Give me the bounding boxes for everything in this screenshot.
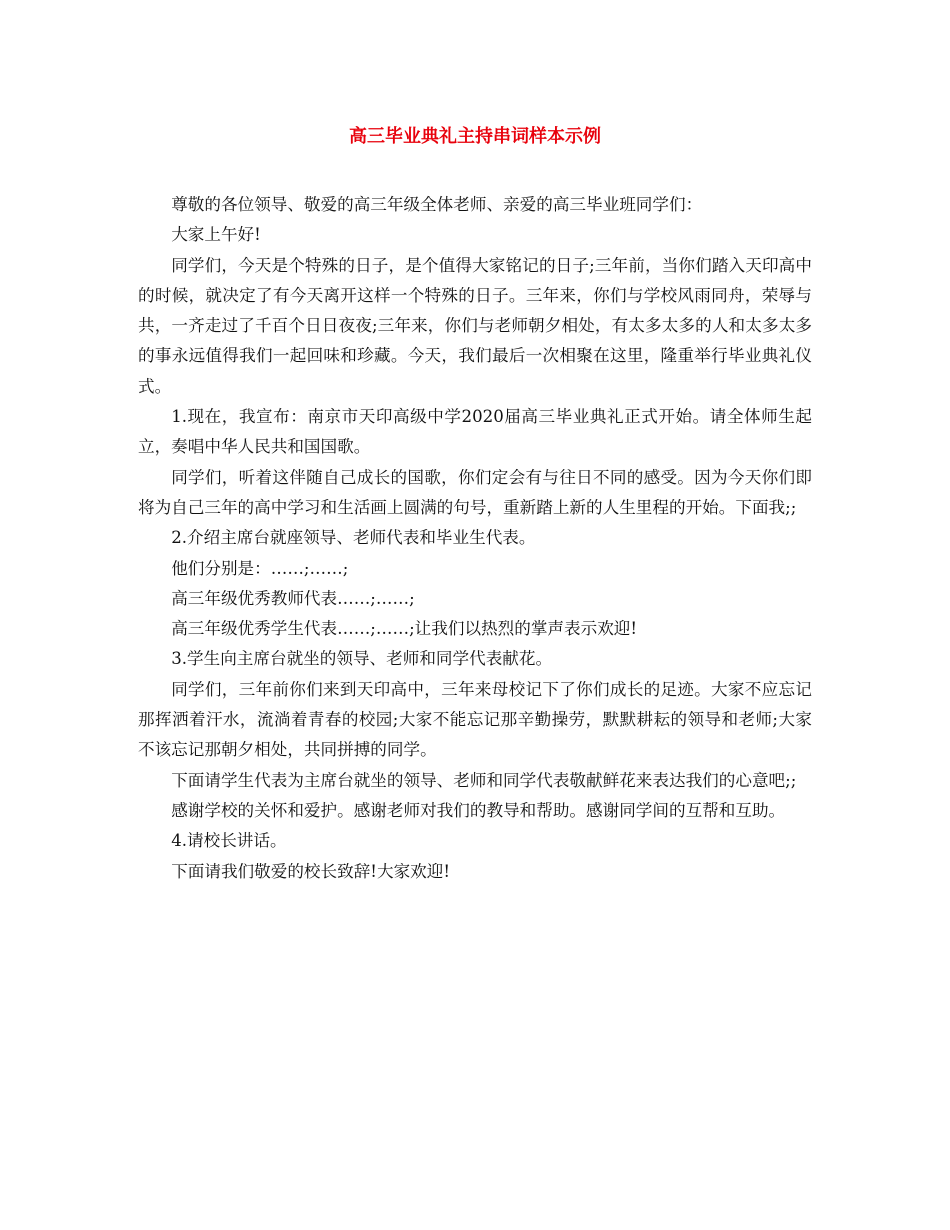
paragraph-principal: 下面请我们敬爱的校长致辞!大家欢迎! — [171, 861, 451, 881]
paragraph-item-1: 1.现在，我宣布：南京市天印高级中学2020届高三毕业典礼正式开始。请全体师生起立，奏唱中华人民共和国国歌。 — [138, 407, 812, 457]
document-body — [138, 190, 812, 887]
paragraph-salutation: 尊敬的各位领导、敬爱的高三年级全体老师、亲爱的高三毕业班同学们： — [171, 195, 703, 214]
paragraph-item-2: 2.介绍主席台就座领导、老师代表和毕业生代表。 — [171, 528, 536, 548]
document-title: 高三毕业典礼主持串词样本示例 — [349, 126, 601, 147]
paragraph-memories: 同学们，三年前你们来到天印高中，三年来母校记下了你们成长的足迹。大家不应忘记那挥洒着汗水，流淌着青春的校园;大家不能忘记那辛勤操劳，默默耕耘的领导和老师;大家不该忘记那朝夕相处，共同拼搏的同学。 — [138, 679, 812, 760]
paragraph-item-3: 3.学生向主席台就坐的领导、老师和同学代表献花。 — [171, 649, 553, 669]
paragraph-guests: 他们分别是：……;……; — [171, 558, 349, 578]
paragraph-student-rep: 高三年级优秀学生代表……;……;让我们以热烈的掌声表示欢迎! — [171, 619, 638, 639]
paragraph-opening: 同学们，今天是个特殊的日子，是个值得大家铭记的日子;三年前，当你们踏入天印高中的时候，就决定了有今天离开这样一个特殊的日子。三年来，你们与学校风雨同舟，荣辱与共，一齐走过了千百个日日夜夜;三年来，你们与老师朝夕相处，有太多太多的人和太多太多的事永远值得我们一起回味和珍藏。今天，我们最后一次相聚在这里，隆重举行毕业典礼仪式。 — [138, 255, 812, 396]
paragraph-teacher-rep: 高三年级优秀教师代表……;……; — [171, 588, 415, 608]
paragraph-greeting: 大家上午好! — [171, 225, 261, 245]
paragraph-item-4: 4.请校长讲话。 — [171, 831, 287, 851]
paragraph-flowers: 下面请学生代表为主席台就坐的领导、老师和同学代表敬献鲜花来表达我们的心意吧;; — [171, 770, 797, 790]
paragraph-anthem: 同学们，听着这伴随自己成长的国歌，你们定会有与往日不同的感受。因为今天你们即将为自己三年的高中学习和生活画上圆满的句号，重新踏上新的人生里程的开始。下面我;; — [138, 467, 812, 517]
paragraph-thanks: 感谢学校的关怀和爱护。感谢老师对我们的教导和帮助。感谢同学间的互帮和互助。 — [171, 800, 786, 820]
